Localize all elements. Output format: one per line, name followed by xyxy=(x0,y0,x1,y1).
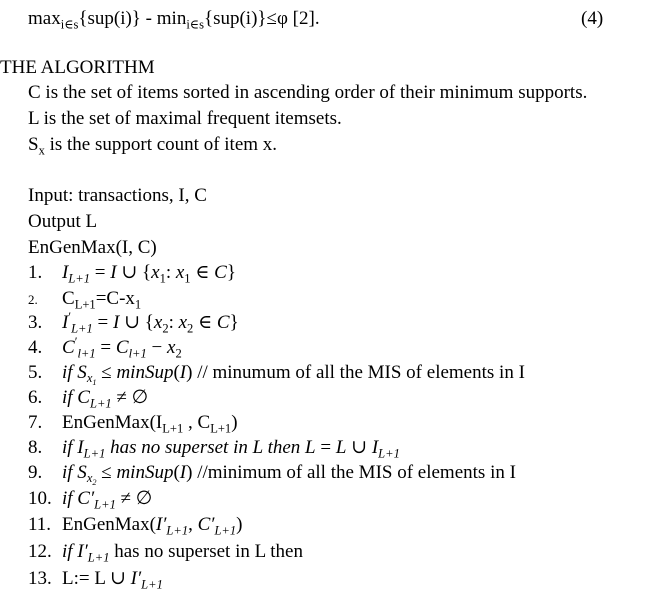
output-line: Output L xyxy=(28,211,98,232)
section-heading: THE ALGORITHM xyxy=(0,57,155,78)
input-line: Input: transactions, I, C xyxy=(28,185,207,206)
step-5: 5. if $S_{x_1}$ ≤ minSup(I) // minumum of all the MIS of elements in I xyxy=(28,362,525,388)
min-operator: min xyxy=(156,8,187,29)
min-body: {sup(i)}≤φ [2]. xyxy=(203,8,320,29)
equation-number: (4) xyxy=(581,8,604,29)
max-subscript: i∈s xyxy=(60,17,79,32)
max-operator: max xyxy=(28,8,61,29)
step-2: 2. $C_{L+1}=C-x_1$ xyxy=(28,288,142,312)
step-11: 11. $EnGenMax(I'_{L+1}$, $C'_{L+1}$) xyxy=(28,514,243,538)
step-8: 8. if $I_{L+1}$ has no superset in L then L = L ∪ $I_{L+1}$ xyxy=(28,437,400,461)
definition-c: C is the set of items sorted in ascending order of their minimum supports. xyxy=(28,82,588,103)
step-13: 13. L:= L ∪ $I'_{L+1}$ xyxy=(28,568,163,592)
step-12: 12. if $I'_{L+1}$ has no superset in L then xyxy=(28,541,303,565)
definition-s: $S_x$ is the support count of item x. xyxy=(28,134,278,158)
step-4: 4. $C'_{l+1} = C_{l+1} - x_2$ xyxy=(28,335,182,361)
max-body: {sup(i)} - xyxy=(78,8,157,29)
step-7: 7. $EnGenMax(I_{L+1}$ , $C_{L+1}$) xyxy=(28,412,238,436)
definition-l: L is the set of maximal frequent itemsets. xyxy=(28,108,342,129)
step-1: 1. $I_{L+1} = I$ ∪ {$x_1$: $x_1$ ∈ C} xyxy=(28,262,236,286)
equation-line xyxy=(28,8,320,30)
step-6: 6. if $C_{L+1}$ ≠ ∅ xyxy=(28,387,149,411)
call-line: EnGenMax(I, C) xyxy=(28,237,157,258)
step-9: 9. if $S_{x_2}$ ≤ minSup(I) //minimum of all the MIS of elements in I xyxy=(28,462,516,488)
step-10: 10. if $C'_{L+1}$ ≠ ∅ xyxy=(28,488,153,512)
step-3: 3. $I'_{L+1} = I$ ∪ {$x_2$: $x_2$ ∈ C} xyxy=(28,310,239,336)
min-subscript: i∈s xyxy=(186,17,204,32)
